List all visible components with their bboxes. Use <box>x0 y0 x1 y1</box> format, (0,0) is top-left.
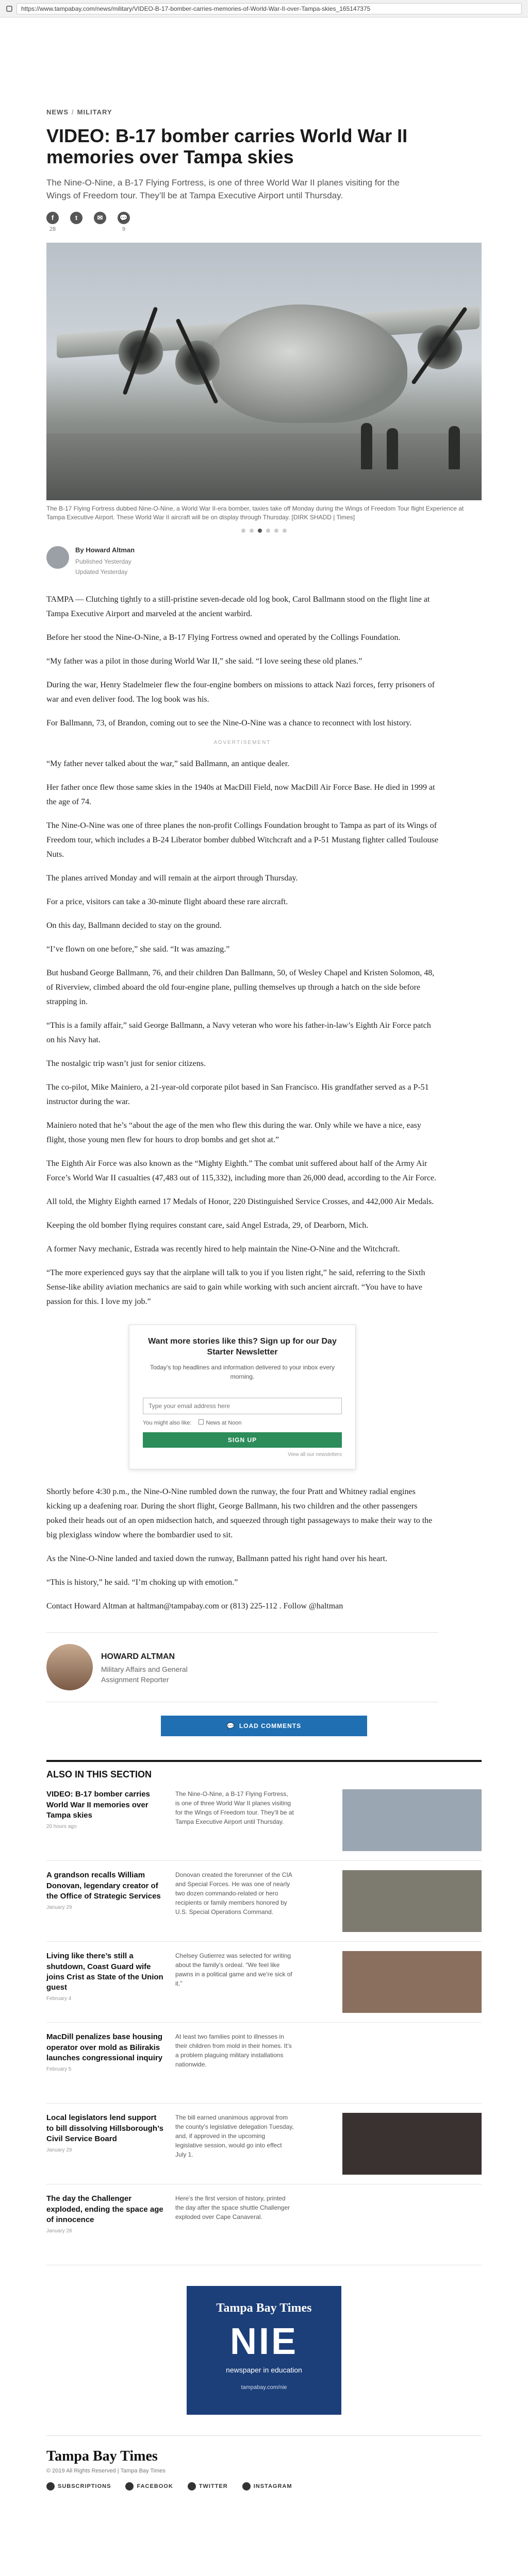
newsletter-title: Want more stories like this? Sign up for our Day Starter Newsletter <box>148 1336 337 1357</box>
story-title[interactable] <box>46 1870 165 1932</box>
section-heading: ALSO IN THIS SECTION <box>46 1769 152 1780</box>
load-comments-button[interactable]: 💬 LOAD COMMENTS <box>161 1716 367 1736</box>
story-thumbnail[interactable] <box>342 2113 482 2175</box>
story-excerpt: The bill earned unanimous approval from the county’s legislative delegation Tuesday, and, if approved in the upcoming legislative session, would go into effect July 1. <box>175 2114 294 2159</box>
share-count: 28 <box>49 226 56 232</box>
lock-icon <box>6 6 12 12</box>
story-headline[interactable]: VIDEO: B-17 bomber carries World War II memories over Tampa skies <box>46 1790 150 1820</box>
article-paragraph: “My father never talked about the war,” said Ballmann, an antique dealer. <box>46 759 290 768</box>
story-excerpt: At least two families point to illnesses in their children from mold in their homes. It’s a problem plaguing military installations nationwide. <box>175 2033 292 2069</box>
comment-icon: 💬 <box>226 1722 235 1730</box>
author-photo <box>46 1644 93 1690</box>
story-thumbnail[interactable] <box>342 1870 482 1932</box>
contact-line: Contact Howard Altman at haltman@tampabay.com or (813) 225-112 . Follow @haltman <box>46 1602 343 1611</box>
instagram-icon <box>242 2482 251 2490</box>
email-share-button[interactable] <box>94 212 106 232</box>
article-paragraph: Keeping the old bomber flying requires constant care, said Angel Estrada, 29, of Dearborn, Mich. <box>46 1221 369 1230</box>
photo-caption: The B-17 Flying Fortress dubbed Nine-O-Nine, a World War II-era bomber, taxies take off Monday during the Wings of Freedom Tour flight Experience at Tampa Executive Airport. These World War II aircraft will be on display through Thursday. [DIRK SHADD | Times] <box>46 504 464 521</box>
article-paragraph: “The more experienced guys say that the airplane will talk to you if you listen right,” he said, referring to the Sixth Sense-like ability aviation mechanics are said to gain while working with such ancient aircraft. “You have to have passion for this. I love my job.” <box>46 1268 425 1306</box>
article-paragraph: “My father was a pilot in those during World War II,” she said. “I love seeing these old planes.” <box>46 656 362 666</box>
slide-dots[interactable] <box>46 529 482 533</box>
slide-dot[interactable] <box>283 529 287 533</box>
signup-button[interactable]: SIGN UP <box>143 1432 342 1448</box>
article-paragraph: Mainiero noted that he’s “about the age of the men who flew this during the war. Only while we have a nice, easy flight, those young men flew for hours to drop bombs and get shot at.” <box>46 1121 421 1144</box>
byline <box>46 546 482 577</box>
article-paragraph: “This is a family affair,” said George Ballmann, a Navy veteran who wore his father-in-law’s Eighth Air Force patch on his Navy hat. <box>46 1021 431 1044</box>
footer-link-twitter[interactable] <box>188 2482 228 2490</box>
list-item[interactable] <box>46 2104 482 2184</box>
article-paragraph: Shortly before 4:30 p.m., the Nine-O-Nine rumbled down the runway, the four Pratt and Whitney radial engines kicking up a deafening roar. During the short flight, George Ballmann, his two children and the other passengers poked their heads out of an open midsection hatch, and squeezed through tight passageways to make their way to the big plexiglass window where the bombardier used to sit. <box>46 1487 433 1540</box>
twitter-share-button[interactable] <box>70 212 82 232</box>
hero-photo[interactable] <box>46 243 482 500</box>
subscriptions-icon <box>46 2482 55 2490</box>
story-date: February 5 <box>46 2066 72 2073</box>
article-paragraph: The co-pilot, Mike Mainiero, a 21-year-old corporate pilot based in San Francisco. His grandfather served as a P-51 instructor during the war. <box>46 1082 429 1106</box>
facebook-share-button[interactable] <box>46 212 59 232</box>
newsletter-body: Today’s top headlines and information delivered to your inbox every morning. <box>150 1364 335 1381</box>
headline: VIDEO: B-17 bomber carries World War II memories over Tampa skies <box>46 125 408 168</box>
story-excerpt: Donovan created the forerunner of the CIA and Special Forces. He was one of nearly two dozen commando-related or hero recipients or family members honored by U.S. Special Operations Command. <box>175 1871 292 1916</box>
nie-advertisement[interactable]: Tampa Bay Times NIE newspaper in education tampabay.com/nie <box>187 2286 341 2415</box>
article-paragraph: Her father once flew those same skies in the 1940s at MacDill Field, now MacDill Air Force Base. He died in 1999 at the age of 74. <box>46 783 435 806</box>
story-title[interactable] <box>46 2194 165 2256</box>
story-excerpt: The Nine-O-Nine, a B-17 Flying Fortress, is one of three World War II planes visiting for the Wings of Freedom tour. They’ll be at Tampa Executive Airport until Thursday. <box>175 1790 294 1826</box>
ad-label: ADVERTISEMENT <box>213 739 271 745</box>
browser-url-bar <box>0 0 528 18</box>
author-avatar <box>46 546 69 569</box>
slide-dot[interactable] <box>274 529 278 533</box>
email-field[interactable] <box>143 1398 342 1414</box>
comment-icon: 💬 <box>118 212 130 224</box>
story-date: February 4 <box>46 1996 72 2002</box>
article-paragraph: A former Navy mechanic, Estrada was recently hired to help maintain the Nine-O-Nine and the Witchcraft. <box>46 1244 400 1253</box>
article-paragraph: All told, the Mighty Eighth earned 17 Medals of Honor, 220 Distinguished Service Crosses, and 442,000 Air Medals. <box>46 1197 434 1206</box>
optin-label: You might also like: <box>143 1419 192 1426</box>
newsletters-link[interactable]: View all our newsletters <box>288 1452 342 1458</box>
address-field[interactable]: https://www.tampabay.com/news/military/VIDEO-B-17-bomber-carries-memories-of-World-War-II-over-Tampa-skies_165147375 <box>16 3 522 14</box>
article-body <box>46 592 438 1614</box>
footer-link-label: FACEBOOK <box>137 2483 173 2490</box>
newsletter-signup <box>129 1325 356 1470</box>
story-title[interactable] <box>46 2032 165 2094</box>
author-card <box>46 1632 438 1702</box>
list-item[interactable] <box>46 1942 482 2023</box>
also-in-section <box>46 1760 482 2265</box>
footer-link-label: INSTAGRAM <box>253 2483 292 2490</box>
story-thumbnail[interactable] <box>342 2194 482 2256</box>
article-paragraph: The nostalgic trip wasn’t just for senior citizens. <box>46 1059 206 1068</box>
story-excerpt: Here’s the first version of history, printed the day after the space shuttle Challenger exploded over Cape Canaveral. <box>175 2195 290 2221</box>
news-at-noon-checkbox[interactable]: News at Noon <box>199 1419 241 1426</box>
twitter-icon: t <box>70 212 82 224</box>
breadcrumb-military[interactable]: MILITARY <box>77 108 112 116</box>
slide-dot[interactable] <box>266 529 270 533</box>
footer-logo[interactable]: Tampa Bay Times <box>46 2448 158 2465</box>
published-date: Published Yesterday <box>75 558 131 566</box>
twitter-icon <box>188 2482 196 2490</box>
email-icon: ✉ <box>94 212 106 224</box>
footer-link-facebook[interactable] <box>125 2482 173 2490</box>
story-headline[interactable]: Local legislators lend support to bill dissolving Hillsborough’s Civil Service Board <box>46 2113 163 2143</box>
article-paragraph: For a price, visitors can take a 30-minute flight aboard these rare aircraft. <box>46 897 288 906</box>
footer-link-subscriptions[interactable] <box>46 2482 111 2490</box>
author-name[interactable]: By Howard Altman <box>75 546 135 554</box>
facebook-icon <box>125 2482 134 2490</box>
story-headline[interactable]: A grandson recalls William Donovan, legendary creator of the Office of Strategic Services <box>46 1871 161 1901</box>
story-title[interactable] <box>46 1789 165 1851</box>
article-paragraph: “I’ve flown on one before,” she said. “It was amazing.” <box>46 944 230 954</box>
story-headline[interactable]: Living like there’s still a shutdown, Coast Guard wife joins Crist as State of the Union guest <box>46 1952 163 1992</box>
share-bar <box>46 212 482 232</box>
slide-dot[interactable] <box>241 529 245 533</box>
breadcrumb-news[interactable]: NEWS <box>46 108 69 116</box>
story-thumbnail[interactable] <box>342 1789 482 1851</box>
list-item[interactable] <box>46 1780 482 1861</box>
breadcrumb: NEWS / MILITARY <box>46 108 112 116</box>
list-item[interactable] <box>46 2184 482 2265</box>
share-count: 9 <box>122 226 126 232</box>
article-paragraph: The Eighth Air Force was also known as the “Mighty Eighth.” The combat unit suffered about half of the Army Air Force’s World War II casualties (47,483 out of 115,332), including more than 26,000 dead, according to the Air Force. <box>46 1159 437 1182</box>
updated-date: Updated Yesterday <box>75 568 128 575</box>
story-date: January 28 <box>46 2228 72 2234</box>
article-paragraph: Before her stood the Nine-O-Nine, a B-17 Flying Fortress owned and operated by the Collings Foundation. <box>46 633 401 642</box>
article-paragraph: For Ballmann, 73, of Brandon, coming out to see the Nine-O-Nine was a chance to reconnect with lost history. <box>46 718 412 727</box>
facebook-icon: f <box>46 212 59 224</box>
article-paragraph: But husband George Ballmann, 76, and their children Dan Ballmann, 50, of Wesley Chapel and Kristen Solomon, 48, of Riverview, climbed aboard the old four-engine plane, pulling themselves up through a hatch on the side before strapping in. <box>46 968 435 1006</box>
story-excerpt: Chelsey Gutierrez was selected for writing about the family’s ordeal. “We feel like pawns in a political game and we’re sick of it.” <box>175 1952 292 1988</box>
story-date: January 29 <box>46 1905 72 1911</box>
story-thumbnail[interactable] <box>342 2032 482 2094</box>
article-paragraph: During the war, Henry Stadelmeier flew the four-engine bombers on missions to attack Nazi forces, ferry prisoners of war and even deliver food. The log book was his. <box>46 680 435 704</box>
story-date: 20 hours ago <box>46 1824 77 1830</box>
footer-link-instagram[interactable] <box>242 2482 292 2490</box>
footer <box>46 2435 482 2506</box>
author-card-name[interactable]: HOWARD ALTMAN <box>101 1652 175 1662</box>
story-title[interactable] <box>46 1951 165 2013</box>
story-title[interactable] <box>46 2113 165 2175</box>
article-paragraph: “This is history,” he said. “I’m choking up with emotion.” <box>46 1578 238 1587</box>
story-headline[interactable]: MacDill penalizes base housing operator over mold as Bilirakis launches congressional inquiry <box>46 2032 163 2062</box>
article-paragraph: As the Nine-O-Nine landed and taxied down the runway, Ballmann patted his right hand over his heart. <box>46 1554 388 1564</box>
story-date: January 29 <box>46 2147 72 2154</box>
footer-link-label: TWITTER <box>199 2483 228 2490</box>
page-content <box>0 108 528 2506</box>
footer-link-label: SUBSCRIPTIONS <box>58 2483 111 2490</box>
slide-dot[interactable] <box>250 529 254 533</box>
article-paragraph: On this day, Ballmann decided to stay on the ground. <box>46 921 222 930</box>
article-paragraph: The planes arrived Monday and will remain at the airport through Thursday. <box>46 873 298 883</box>
article-paragraph: TAMPA — Clutching tightly to a still-pristine seven-decade old log book, Carol Ballmann stood on the flight line at Tampa Executive Airport and marveled at the ancient warbird. <box>46 595 430 618</box>
story-thumbnail[interactable] <box>342 1951 482 2013</box>
slide-dot[interactable] <box>258 529 262 533</box>
list-item[interactable] <box>46 2023 482 2104</box>
list-item[interactable] <box>46 1861 482 1942</box>
dek: The Nine-O-Nine, a B-17 Flying Fortress, is one of three World War II planes visiting for the Wings of Freedom tour. They’ll be at Tampa Executive Airport until Thursday. <box>46 177 400 201</box>
story-headline[interactable]: The day the Challenger exploded, ending the space age of innocence <box>46 2194 163 2224</box>
footer-links <box>46 2482 482 2490</box>
copyright: © 2019 All Rights Reserved | Tampa Bay Times <box>46 2468 166 2475</box>
comment-share-button[interactable] <box>118 212 130 232</box>
author-card-role: Military Affairs and General Assignment Reporter <box>101 1665 188 1684</box>
article-paragraph: The Nine-O-Nine was one of three planes the non-profit Collings Foundation brought to Tampa as part of its Wings of Freedom tour, which includes a B-24 Liberator bomber dubbed Witchcraft and a P-51 Mustang fighter called Toulouse Nuts. <box>46 821 438 859</box>
